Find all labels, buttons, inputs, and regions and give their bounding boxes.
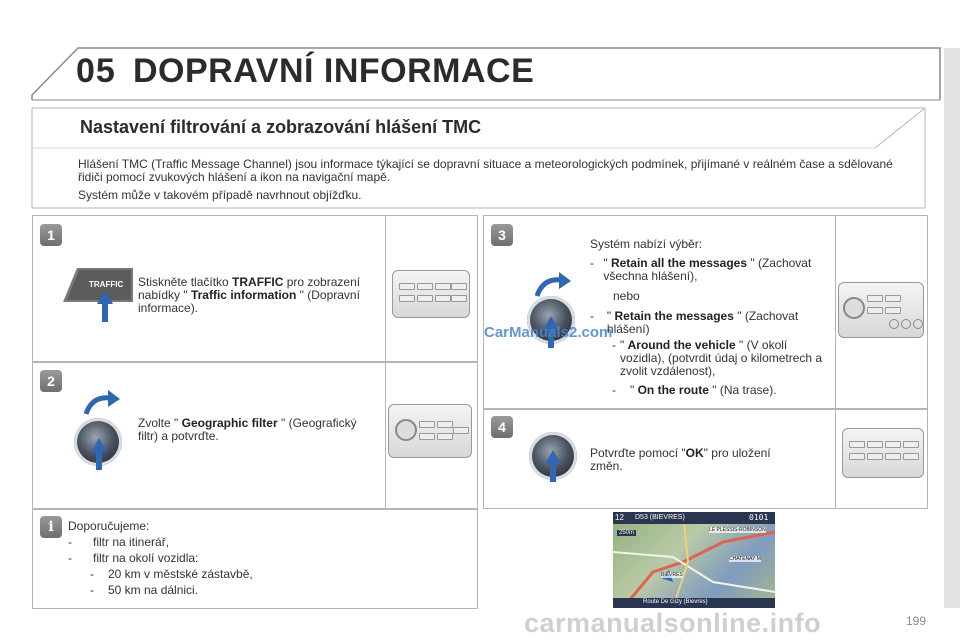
step-4-badge: 4 <box>491 416 513 438</box>
tip-item-1: - filtr na itinerář, <box>68 535 170 549</box>
tip-sub-2: - 50 km na dálnici. <box>90 583 199 597</box>
step-1-text: Stiskněte tlačítko TRAFFIC pro zobrazení nabídky " Traffic information " (Dopravní informace). <box>138 275 361 315</box>
option-around-vehicle: - " Around the vehicle " (V okolí vozidla), (potvrdit údaj o kilometrech a zvolit vzdálenost), <box>612 338 823 378</box>
watermark: CarManuals2.com <box>484 324 613 341</box>
map-place-1: LE PLESSIS-ROBINSON <box>709 527 766 533</box>
intro-line-2: Systém může v takovém případě navrhnout objížďku. <box>78 188 362 202</box>
footer-watermark: carmanualsonline.info <box>524 608 822 638</box>
chapter-title: DOPRAVNÍ INFORMACE <box>133 52 535 90</box>
option-retain-messages: - " Retain the messages " (Zachovat hlášení) <box>590 309 799 336</box>
push-arrow-icon <box>91 438 107 470</box>
press-arrow-icon <box>97 290 113 322</box>
step-3-text <box>590 238 830 397</box>
tip-sub-1: - 20 km v městské zástavbě, <box>90 567 253 581</box>
step-3-or: nebo <box>613 289 640 303</box>
map-place-3: BIEVRES <box>661 572 683 578</box>
step-2-device-divider <box>385 362 386 509</box>
chapter-number: 05 <box>76 52 116 90</box>
map-bottom-label: Route De Gizy (Bievres) <box>643 599 708 605</box>
map-place-2: CHATENAY M <box>729 556 761 562</box>
map-time: 12 <box>615 513 624 522</box>
step-4-text: Potvrďte pomocí "OK" pro uložení změn. <box>590 446 771 473</box>
radio-device-image-4 <box>842 428 924 478</box>
push-arrow-icon-4 <box>545 450 561 482</box>
radio-device-image-1 <box>392 270 470 318</box>
radio-device-image-3 <box>838 282 924 338</box>
info-icon: i <box>40 516 62 538</box>
tip-text <box>68 518 468 598</box>
section-title: Nastavení filtrování a zobrazování hlášení TMC <box>80 117 482 137</box>
step-3-device-divider <box>835 215 836 409</box>
page-edge-bar <box>944 48 960 608</box>
radio-device-image-2 <box>388 404 472 458</box>
page-number: 199 <box>905 614 926 628</box>
step-3-badge: 3 <box>491 224 513 246</box>
tip-heading: Doporučujeme: <box>68 519 150 533</box>
step-3-intro: Systém nabízí výběr: <box>590 237 703 251</box>
step-4-device-divider <box>835 409 836 509</box>
option-retain-all: - " Retain all the messages " (Zachovat všechna hlášení), <box>590 256 812 283</box>
rotate-arrow-icon <box>82 390 122 416</box>
traffic-button-label: TRAFFIC <box>89 280 124 289</box>
step-2-badge: 2 <box>40 370 62 392</box>
map-clock: 0101 <box>749 513 769 522</box>
navigation-map-screenshot <box>613 512 775 608</box>
rotate-arrow-icon-3 <box>533 272 573 298</box>
step-1-device-divider <box>385 215 386 362</box>
step-1-badge: 1 <box>40 224 62 246</box>
tip-item-2: - filtr na okolí vozidla: <box>68 551 199 565</box>
map-scale: 250m <box>619 530 635 536</box>
option-on-route: - " On the route " (Na trase). <box>612 383 777 397</box>
intro-line-1: Hlášení TMC (Traffic Message Channel) jsou informace týkající se dopravní situace a meteorologických podmínek, přijímané v reálném čase a sdělované řidiči pomocí zvukových hlášení a ikon na navigační mapě. <box>78 157 893 184</box>
step-2-text: Zvolte " Geographic filter " (Geografický filtr) a potvrďte. <box>138 416 357 443</box>
map-top-label: D53 (BIEVRES) <box>635 514 685 521</box>
section-intro <box>78 158 908 207</box>
